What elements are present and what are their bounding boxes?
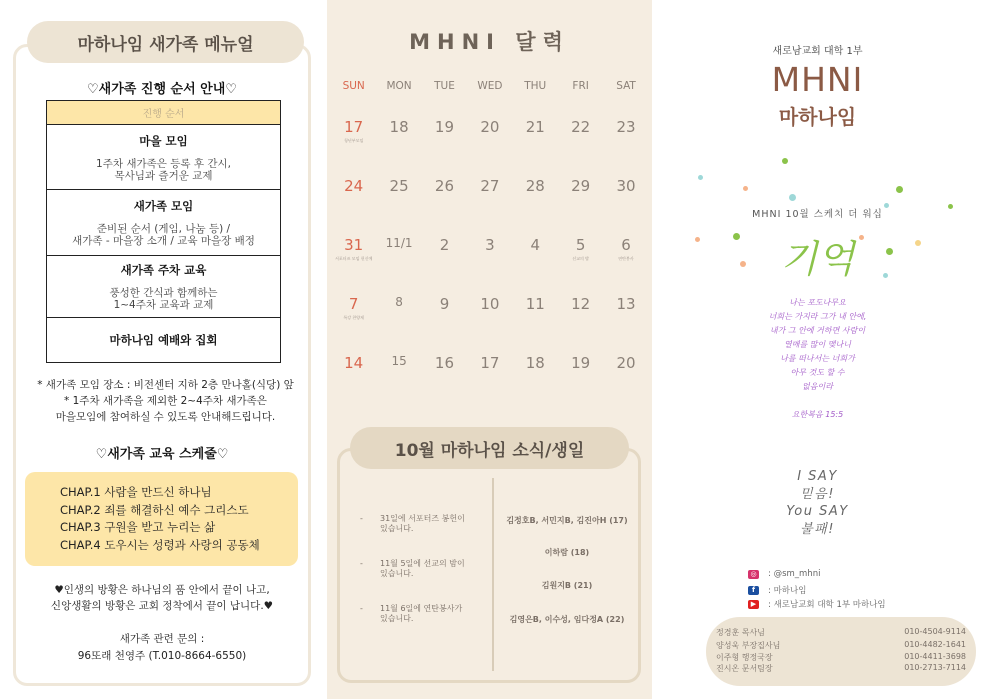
calendar-date: 3 bbox=[485, 236, 495, 254]
order-row-title: 새가족 모임 bbox=[133, 199, 194, 213]
order-row-title: 새가족 주차 교육 bbox=[120, 263, 207, 277]
staff-row bbox=[716, 640, 966, 651]
calendar-day bbox=[558, 153, 603, 212]
confetti-dot bbox=[782, 158, 788, 164]
staff-name: 이주형 행정국장 bbox=[716, 653, 773, 662]
staff-name: 진시온 문서팀장 bbox=[716, 664, 773, 673]
calendar-event-note: 서포터즈 모임 헌신예 bbox=[335, 256, 373, 261]
order-row bbox=[47, 318, 281, 363]
calendar-day bbox=[513, 271, 558, 330]
calendar-day-names bbox=[331, 80, 649, 94]
order-row-desc: 1주차 새가족은 등록 후 간시, bbox=[96, 157, 231, 170]
calendar-grid bbox=[331, 80, 649, 389]
calendar-date: 29 bbox=[571, 177, 591, 195]
calendar-day bbox=[558, 330, 603, 389]
verse-line: 없음이라 bbox=[802, 382, 833, 391]
slogan-line: 믿음! bbox=[800, 486, 835, 502]
calendar-day bbox=[513, 330, 558, 389]
calendar-date: 31 bbox=[344, 236, 364, 254]
chapter-item: CHAP.3 구원을 받고 누리는 삶 bbox=[60, 520, 216, 534]
staff-phone: 010-4411-3698 bbox=[904, 652, 966, 661]
calendar-week bbox=[331, 271, 649, 330]
social-instagram[interactable] bbox=[748, 569, 948, 579]
calendar-date: 19 bbox=[571, 354, 591, 372]
calendar-date: 18 bbox=[525, 354, 545, 372]
calendar-date: 11 bbox=[525, 295, 545, 313]
news-divider bbox=[492, 478, 494, 671]
calendar-day bbox=[603, 271, 648, 330]
order-row-desc: 풍성한 간식과 함께하는 bbox=[109, 287, 218, 299]
calendar-day bbox=[376, 94, 421, 153]
verse-line: 내가 그 안에 거하면 사람이 bbox=[769, 326, 866, 335]
calendar-date: 9 bbox=[439, 295, 450, 313]
day-name: THU bbox=[524, 80, 547, 92]
verse-line: 너희는 가지라 그가 내 안에, bbox=[768, 312, 867, 321]
calendar-day bbox=[376, 153, 421, 212]
calendar-day bbox=[331, 94, 376, 153]
calendar-day bbox=[467, 94, 512, 153]
calendar-title: MHNI 달력 bbox=[409, 30, 570, 54]
social-facebook[interactable] bbox=[748, 584, 948, 596]
order-row-desc: 새가족 - 마을장 소개 / 교육 마을장 배정 bbox=[72, 235, 255, 247]
calendar-date: 17 bbox=[480, 354, 500, 372]
social-text: : 마하나임 bbox=[768, 586, 807, 596]
calendar-date: 20 bbox=[616, 354, 636, 372]
day-name: SAT bbox=[616, 80, 636, 92]
calendar-day bbox=[422, 94, 467, 153]
birthday-item: 김영은B, 이수성, 임다정A (22) bbox=[509, 615, 625, 624]
order-row bbox=[47, 190, 281, 256]
slogan-line: I SAY bbox=[797, 469, 838, 484]
calendar-day bbox=[558, 212, 603, 271]
calendar-day bbox=[422, 212, 467, 271]
order-row bbox=[47, 256, 281, 318]
memory-title: 기억 bbox=[780, 237, 855, 281]
calendar-day bbox=[331, 153, 376, 212]
calendar-date: 25 bbox=[389, 177, 409, 195]
brand-logo-ko: 마하나임 bbox=[778, 105, 857, 129]
closing-line: ♥인생의 방황은 하나님의 품 안에서 끝이 나고, bbox=[54, 584, 270, 596]
verse-line bbox=[652, 394, 983, 408]
calendar-date: 19 bbox=[434, 118, 455, 136]
calendar-week bbox=[331, 153, 649, 212]
brand-logo-en: MHNI bbox=[771, 60, 864, 99]
calendar-date: 20 bbox=[480, 118, 500, 136]
calendar-week bbox=[331, 94, 649, 153]
day-name: MON bbox=[386, 80, 412, 92]
calendar-date: 18 bbox=[389, 118, 409, 136]
news-bullet: - bbox=[360, 559, 363, 568]
news-text: 31일에 서포터즈 봉헌이 bbox=[380, 514, 465, 523]
calendar-day bbox=[422, 330, 467, 389]
news-item bbox=[360, 514, 485, 534]
chapter-item: CHAP.4 도우시는 성령과 사랑의 공동체 bbox=[60, 537, 260, 552]
calendar-day bbox=[603, 153, 648, 212]
calendar-date: 26 bbox=[434, 177, 455, 195]
calendar-date: 4 bbox=[530, 236, 541, 254]
staff-name: 양성욱 부장집사님 bbox=[716, 641, 781, 650]
calendar-day bbox=[422, 271, 467, 330]
calendar-date: 13 bbox=[616, 295, 636, 313]
staff-row bbox=[716, 652, 966, 663]
social-text: : 새로남교회 대학 1부 마하나임 bbox=[768, 600, 886, 610]
calendar-date: 21 bbox=[525, 118, 545, 136]
calendar-day bbox=[331, 271, 376, 330]
staff-phone: 010-4504-9114 bbox=[904, 627, 966, 636]
note-line: * 1주차 새가족을 제외한 2~4주차 새가족은 bbox=[64, 395, 267, 407]
calendar-event-note: 특강 찬양제 bbox=[343, 315, 364, 320]
calendar-event-note: 선교의 밤 bbox=[572, 256, 590, 261]
order-table bbox=[46, 100, 281, 363]
news-title: 10월 마하나임 소식/생일 bbox=[350, 427, 629, 469]
meeting-notes bbox=[13, 377, 318, 425]
closing-line: 신앙생활의 방황은 교회 정착에서 끝이 납니다.♥ bbox=[50, 600, 274, 612]
birthday-item: 김원지B (21) bbox=[541, 581, 593, 590]
order-table-header: 진행 순서 bbox=[47, 101, 281, 125]
calendar-date: 7 bbox=[348, 295, 359, 313]
staff-phone: 010-4482-1641 bbox=[904, 640, 966, 649]
calendar-date: 30 bbox=[616, 177, 636, 195]
birthday-item: 김정호B, 서민지B, 김진아H (17) bbox=[506, 516, 628, 525]
day-name: SUN bbox=[342, 80, 365, 92]
order-row-desc: 1~4주차 교육과 교제 bbox=[113, 299, 214, 311]
news-bullet: - bbox=[360, 514, 363, 523]
verse-line: 나는 포도나무요 bbox=[789, 298, 846, 307]
facebook-icon: f bbox=[748, 586, 759, 595]
news-text: 있습니다. bbox=[380, 614, 414, 623]
calendar-date: 8 bbox=[395, 295, 403, 309]
calendar-event-note: 청년부모임 bbox=[344, 138, 364, 143]
calendar-day bbox=[513, 153, 558, 212]
note-line: * 새가족 모임 장소 : 비전센터 지하 2층 만나홀(식당) 앞 bbox=[37, 379, 294, 391]
slogan-line: You SAY bbox=[786, 504, 849, 519]
calendar-date: 5 bbox=[575, 236, 586, 254]
calendar-day bbox=[558, 94, 603, 153]
contact-label: 새가족 관련 문의 : bbox=[119, 633, 205, 645]
calendar-day bbox=[331, 212, 376, 271]
verse-line: 나를 떠나서는 너희가 bbox=[780, 354, 855, 363]
calendar-date: 27 bbox=[480, 177, 500, 195]
calendar-date: 17 bbox=[344, 118, 364, 136]
day-name: FRI bbox=[572, 80, 589, 92]
news-item bbox=[360, 604, 485, 624]
closing-message bbox=[13, 582, 311, 614]
staff-row bbox=[716, 627, 966, 638]
calendar-date: 24 bbox=[344, 177, 364, 195]
slogan-line: 불패! bbox=[800, 521, 835, 537]
contact-value: 96또래 천영주 (T.010-8664-6550) bbox=[77, 650, 247, 662]
left-panel bbox=[0, 0, 327, 699]
confetti-dot bbox=[896, 186, 903, 193]
order-row bbox=[47, 125, 281, 190]
staff-phone: 010-2713-7114 bbox=[904, 663, 966, 672]
chapter-box bbox=[25, 472, 298, 566]
news-text: 11월 6일에 연탄봉사가 bbox=[380, 604, 463, 613]
calendar-day bbox=[376, 330, 421, 389]
calendar-date: 10 bbox=[480, 295, 500, 313]
calendar-date: 2 bbox=[439, 236, 450, 254]
birthday-item: 이하람 (18) bbox=[544, 548, 590, 557]
edu-section-title: ♡새가족 교육 스케줄♡ bbox=[95, 447, 229, 462]
order-row-desc: 준비된 순서 (게임, 나눔 등) / bbox=[96, 223, 231, 235]
news-bullet: - bbox=[360, 604, 363, 613]
calendar-week bbox=[331, 212, 649, 271]
calendar-date: 16 bbox=[434, 354, 455, 372]
verse-line: 열매를 많이 맺나니 bbox=[784, 340, 851, 349]
news-item bbox=[360, 559, 485, 579]
calendar-date: 11/1 bbox=[385, 236, 413, 250]
order-row-title: 마하나임 예배와 집회 bbox=[109, 333, 218, 347]
confetti-dot bbox=[743, 186, 748, 191]
calendar-day bbox=[467, 330, 512, 389]
calendar-date: 22 bbox=[571, 118, 591, 136]
church-name: 새로남교회 대학 1부 bbox=[772, 46, 863, 57]
calendar-date: 15 bbox=[391, 354, 407, 368]
news-text: 있습니다. bbox=[380, 524, 414, 533]
order-section-title: ♡새가족 진행 순서 안내♡ bbox=[87, 82, 237, 97]
youtube-icon: ▶ bbox=[748, 600, 759, 609]
calendar-day bbox=[331, 330, 376, 389]
bible-verse bbox=[652, 296, 983, 422]
news-text: 있습니다. bbox=[380, 569, 414, 578]
verse-line: 아무 것도 할 수 bbox=[790, 368, 845, 377]
calendar-day bbox=[376, 271, 421, 330]
calendar-day bbox=[603, 94, 648, 153]
calendar-day bbox=[513, 212, 558, 271]
confetti-dot bbox=[789, 194, 796, 201]
slogan bbox=[652, 468, 983, 538]
worship-title: MHNI 10월 스케치 더 워십 bbox=[752, 209, 883, 220]
calendar-day bbox=[376, 212, 421, 271]
right-panel bbox=[652, 0, 983, 699]
calendar-day bbox=[603, 330, 648, 389]
verse-reference: 요한복음 15:5 bbox=[791, 410, 844, 419]
staff-row bbox=[716, 663, 966, 674]
day-name: WED bbox=[477, 80, 503, 92]
calendar-date: 14 bbox=[344, 354, 364, 372]
calendar-day bbox=[513, 94, 558, 153]
calendar-date: 6 bbox=[621, 236, 631, 254]
news-text: 11월 5일에 선교의 밤이 bbox=[380, 559, 465, 568]
calendar-day bbox=[467, 212, 512, 271]
calendar-day bbox=[422, 153, 467, 212]
calendar-event-note: 연탄봉사 bbox=[618, 256, 634, 261]
note-line: 마을모임에 참여하실 수 있도록 안내해드립니다. bbox=[55, 411, 276, 423]
chapter-item: CHAP.2 죄를 해결하신 예수 그리스도 bbox=[60, 502, 249, 517]
calendar-day bbox=[467, 271, 512, 330]
social-youtube[interactable] bbox=[748, 598, 948, 610]
social-text: : @sm_mhni bbox=[768, 569, 821, 579]
calendar-day bbox=[467, 153, 512, 212]
middle-panel bbox=[327, 0, 652, 699]
day-name: TUE bbox=[434, 80, 455, 92]
calendar-day bbox=[558, 271, 603, 330]
instagram-icon: ◎ bbox=[748, 570, 759, 579]
calendar-date: 28 bbox=[525, 177, 545, 195]
order-row-desc: 목사님과 즐거운 교제 bbox=[114, 169, 213, 182]
chapter-item: CHAP.1 사람을 만드신 하나님 bbox=[60, 485, 212, 499]
calendar-date: 23 bbox=[616, 118, 636, 136]
manual-title: 마하나임 새가족 메뉴얼 bbox=[27, 21, 304, 63]
order-row-title: 마을 모임 bbox=[139, 133, 188, 148]
calendar-week bbox=[331, 330, 649, 389]
confetti-dot bbox=[698, 175, 703, 180]
contact-info bbox=[13, 631, 311, 665]
calendar-date: 12 bbox=[571, 295, 591, 313]
staff-name: 정경훈 목사님 bbox=[716, 628, 765, 637]
calendar-day bbox=[603, 212, 648, 271]
